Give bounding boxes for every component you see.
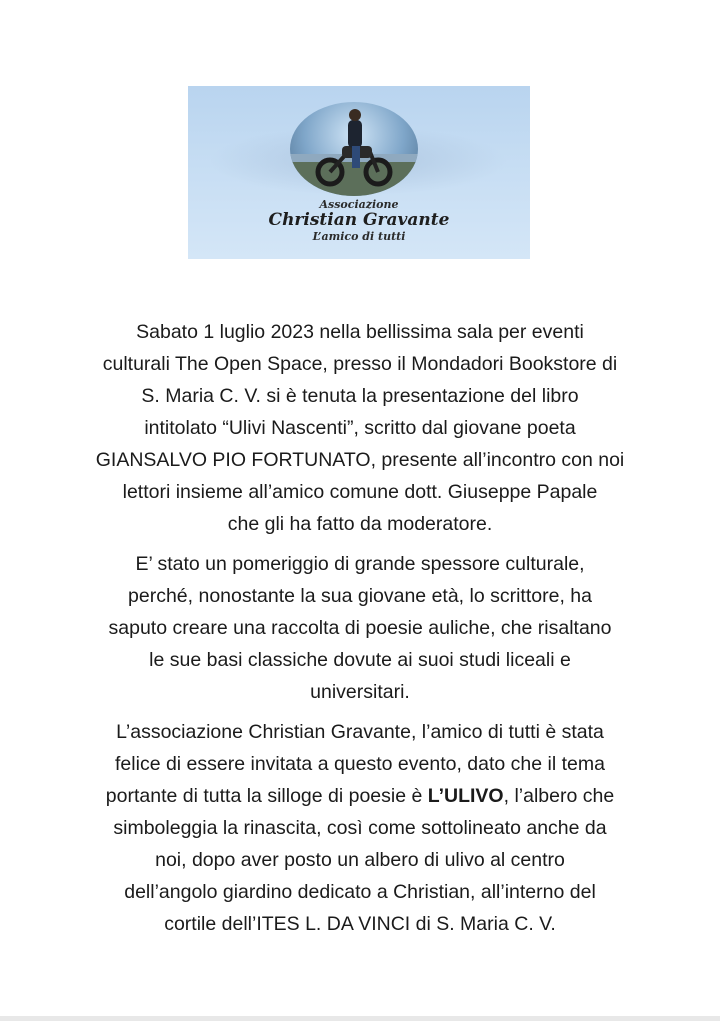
page-bottom-edge bbox=[0, 1016, 720, 1021]
logo-tagline: L’amico di tutti bbox=[312, 230, 406, 243]
text-line: che gli ha fatto da moderatore. bbox=[227, 513, 493, 535]
paragraph-2 bbox=[58, 548, 662, 708]
text-line: E’ stato un pomeriggio di grande spessore culturale, bbox=[135, 553, 585, 575]
logo-association-label: Associazione bbox=[319, 198, 399, 211]
text-line: saputo creare una raccolta di poesie auliche, che risaltano bbox=[108, 617, 612, 639]
text-segment: portante di tutta la silloge di poesie è bbox=[105, 785, 428, 807]
emphasis-ulivo: L’ULIVO bbox=[427, 785, 504, 807]
paragraph-1 bbox=[58, 316, 662, 540]
text-line: cortile dell’ITES L. DA VINCI di S. Maria C. V. bbox=[164, 913, 556, 935]
logo-association-name: Christian Gravante bbox=[268, 210, 450, 230]
text-line: culturali The Open Space, presso il Mondadori Bookstore di bbox=[102, 353, 618, 375]
text-line: GIANSALVO PIO FORTUNATO, presente all’incontro con noi bbox=[95, 449, 625, 471]
text-line: S. Maria C. V. si è tenuta la presentazione del libro bbox=[141, 385, 579, 407]
logo-photo-motorcycle-rider bbox=[290, 102, 418, 196]
text-line: lettori insieme all’amico comune dott. Giuseppe Papale bbox=[122, 481, 598, 503]
text-line: universitari. bbox=[310, 681, 410, 703]
text-line: dell’angolo giardino dedicato a Christian, all’interno del bbox=[124, 881, 596, 903]
text-segment: , l’albero che bbox=[503, 785, 615, 807]
text-line: intitolato “Ulivi Nascenti”, scritto dal giovane poeta bbox=[144, 417, 576, 439]
text-line: noi, dopo aver posto un albero di ulivo al centro bbox=[155, 849, 565, 871]
text-line: L’associazione Christian Gravante, l’amico di tutti è stata bbox=[116, 721, 604, 743]
text-line-with-emphasis bbox=[58, 780, 662, 812]
text-line: le sue basi classiche dovute ai suoi studi liceali e bbox=[149, 649, 571, 671]
paragraph-3 bbox=[58, 716, 662, 940]
article-body bbox=[58, 316, 662, 948]
text-line: Sabato 1 luglio 2023 nella bellissima sala per eventi bbox=[136, 321, 584, 343]
text-line: felice di essere invitata a questo evento, dato che il tema bbox=[115, 753, 605, 775]
association-logo bbox=[188, 86, 530, 259]
text-line: simboleggia la rinascita, così come sottolineato anche da bbox=[113, 817, 607, 839]
text-line: perché, nonostante la sua giovane età, lo scrittore, ha bbox=[128, 585, 592, 607]
